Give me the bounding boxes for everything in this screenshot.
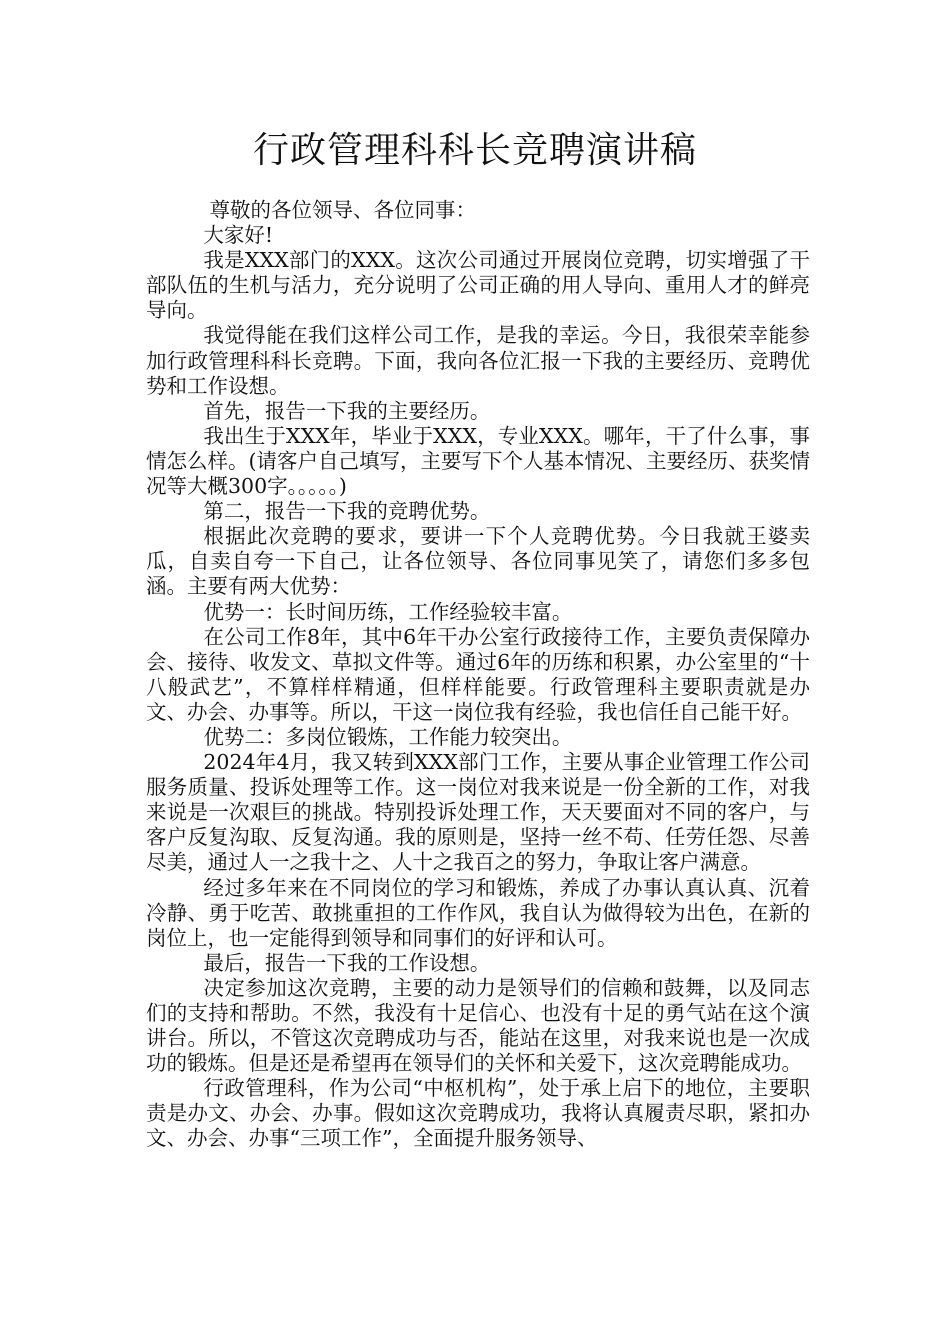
paragraph-plans: 行政管理科，作为公司“中枢机构”，处于承上启下的地位，主要职责是办文、办会、办事。假如这次竞聘成功，我将认真履责尽职，紧扣办文、办会、办事“三项工作”，全面提升服务领导、 [146, 1076, 810, 1151]
advantage-two-heading: 优势二：多岗位锻炼，工作能力较突出。 [203, 724, 573, 749]
section-heading-advantages: 第二，报告一下我的竞聘优势。 [203, 499, 491, 524]
document-title: 行政管理科科长竞聘演讲稿 [252, 130, 697, 171]
paragraph-advantages-intro: 根据此次竞聘的要求，要讲一下个人竞聘优势。今日我就王婆卖瓜，自卖自夸一下自己，让各位领导、各位同事见笑了，请您们多多包涵。主要有两大优势： [146, 524, 810, 599]
section-heading-experience: 首先，报告一下我的主要经历。 [203, 398, 491, 423]
section-heading-plans: 最后，报告一下我的工作设想。 [203, 950, 491, 975]
paragraph-experience: 我出生于XXX年，毕业于XXX，专业XXX。哪年，干了什么事，事情怎么样。(请客户自己填写，主要写下个人基本情况、主要经历、获奖情况等大概300字。。。。。) [146, 423, 810, 499]
paragraph-introduction: 我是XXX部门的XXX。这次公司通过开展岗位竞聘，切实增强了干部队伍的生机与活力，充分说明了公司正确的用人导向、重用人才的鲜亮导向。 [146, 248, 810, 323]
paragraph-work-style: 经过多年来在不同岗位的学习和锻炼，养成了办事认真认真、沉着冷静、勇于吃苦、敢挑重担的工作作风，我自认为做得较为出色，在新的岗位上，也一定能得到领导和同事们的好评和认可。 [146, 875, 810, 950]
advantage-one-heading: 优势一：长时间历练，工作经验较丰富。 [203, 599, 573, 624]
paragraph-motivation: 决定参加这次竞聘，主要的动力是领导们的信赖和鼓舞，以及同志们的支持和帮助。不然，我没有十足信心、也没有十足的勇气站在这个演讲台。所以，不管这次竞聘成功与否，能站在这里，对我来说也是一次成功的锻炼。但是还是希望再在领导们的关怀和关爱下，这次竞聘能成功。 [146, 975, 810, 1076]
document-body [146, 198, 810, 1152]
paragraph-advantage-one: 在公司工作8年，其中6年干办公室行政接待工作，主要负责保障办会、接待、收发文、草拟文件等。通过6年的历练和积累，办公室里的“十八般武艺”，不算样样精通，但样样能要。行政管理科主要职责就是办文、办会、办事等。所以，干这一岗位我有经验，我也信任自己能干好。 [146, 624, 810, 724]
paragraph-greeting: 大家好! [203, 223, 274, 248]
paragraph-overview: 我觉得能在我们这样公司工作，是我的幸运。今日，我很荣幸能参加行政管理科科长竞聘。下面，我向各位汇报一下我的主要经历、竞聘优势和工作设想。 [146, 323, 810, 398]
paragraph-advantage-two: 2024年4月，我又转到XXX部门工作，主要从事企业管理工作公司服务质量、投诉处理等工作。这一岗位对我来说是一份全新的工作，对我来说是一次艰巨的挑战。特别投诉处理工作，天天要面对不同的客户，与客户反复沟取、反复沟通。我的原则是，坚持一丝不苟、任劳任怨、尽善尽美，通过人一之我十之、人十之我百之的努力，争取让客户满意。 [146, 750, 810, 875]
salutation: 尊敬的各位领导、各位同事： [209, 198, 477, 222]
